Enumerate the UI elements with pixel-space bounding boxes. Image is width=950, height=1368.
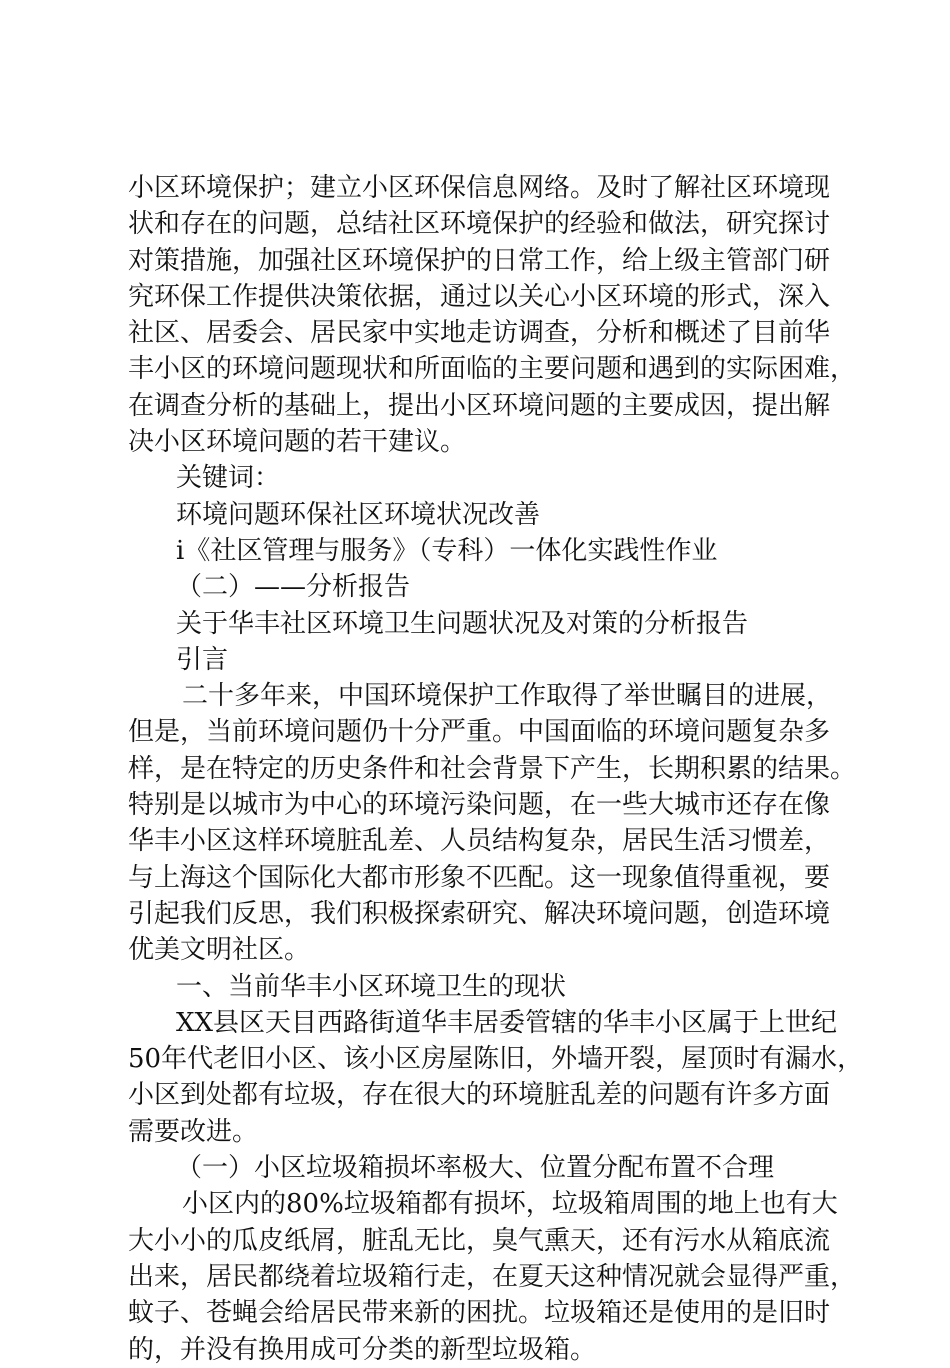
report-title: 关于华丰社区环境卫生问题状况及对策的分析报告 <box>176 608 749 639</box>
body-text-line: XX县区天目西路街道华丰居委管辖的华丰小区属于上世纪 <box>176 1007 838 1038</box>
document-body <box>128 170 864 1368</box>
body-text-line: 需要改进。 <box>128 1116 259 1147</box>
body-text-line: 华丰小区这样环境脏乱差、人员结构复杂，居民生活习惯差， <box>128 826 831 857</box>
body-text-line: 样，是在特定的历史条件和社会背景下产生，长期积累的结果。 <box>128 753 857 784</box>
body-text-line: 出来，居民都绕着垃圾箱行走，在夏天这种情况就会显得严重， <box>128 1261 857 1292</box>
subsection-heading-1: （一）小区垃圾箱损坏率极大、位置分配布置不合理 <box>176 1153 775 1184</box>
body-text-line: 50年代老旧小区、该小区房屋陈旧，外墙开裂，屋顶时有漏水， <box>128 1044 864 1075</box>
keywords-label: 关键词： <box>176 463 281 494</box>
course-title: i《社区管理与服务》（专科）一体化实践性作业 <box>176 535 718 566</box>
body-text-line: 特别是以城市为中心的环境污染问题，在一些大城市还存在像 <box>128 790 831 821</box>
body-text-line: 丰小区的环境问题现状和所面临的主要问题和遇到的实际困难， <box>128 354 857 385</box>
body-text-line: 但是，当前环境问题仍十分严重。中国面临的环境问题复杂多 <box>128 717 831 748</box>
section-heading-intro: 引言 <box>176 644 229 675</box>
body-text-line: 的，并没有换用成可分类的新型垃圾箱。 <box>128 1334 597 1365</box>
body-text-line: 引起我们反思，我们积极探索研究、解决环境问题，创造环境 <box>128 898 831 929</box>
body-text-line: 在调查分析的基础上，提出小区环境问题的主要成因，提出解 <box>128 390 831 421</box>
report-subtitle: （二）——分析报告 <box>176 572 411 603</box>
body-text-line: 二十多年来，中国环境保护工作取得了举世瞩目的进展， <box>182 681 833 712</box>
body-text-line: 小区到处都有垃圾，存在很大的环境脏乱差的问题有许多方面 <box>128 1080 831 1111</box>
body-text-line: 小区内的80%垃圾箱都有损坏，垃圾箱周围的地上也有大 <box>182 1189 838 1220</box>
keywords-text: 环境问题环保社区环境状况改善 <box>176 499 541 530</box>
body-text-line: 优美文明社区。 <box>128 935 311 966</box>
section-heading-1: 一、当前华丰小区环境卫生的现状 <box>176 971 567 1002</box>
body-text-line: 小区环境保护；建立小区环保信息网络。及时了解社区环境现 <box>128 173 831 203</box>
body-text-line: 社区、居委会、居民家中实地走访调查，分析和概述了目前华 <box>128 318 831 349</box>
body-text-line: 大小小的瓜皮纸屑，脏乱无比，臭气熏天，还有污水从箱底流 <box>128 1225 831 1256</box>
body-text-line: 蚊子、苍蝇会给居民带来新的困扰。垃圾箱还是使用的是旧时 <box>128 1298 831 1329</box>
body-text-line: 状和存在的问题，总结社区环境保护的经验和做法，研究探讨 <box>128 209 831 240</box>
body-text-line: 与上海这个国际化大都市形象不匹配。这一现象值得重视，要 <box>128 862 831 893</box>
body-text-line: 究环保工作提供决策依据，通过以关心小区环境的形式，深入 <box>128 281 831 312</box>
body-text-line: 决小区环境问题的若干建议。 <box>128 427 467 458</box>
body-text-line: 对策措施，加强社区环境保护的日常工作，给上级主管部门研 <box>128 245 831 276</box>
